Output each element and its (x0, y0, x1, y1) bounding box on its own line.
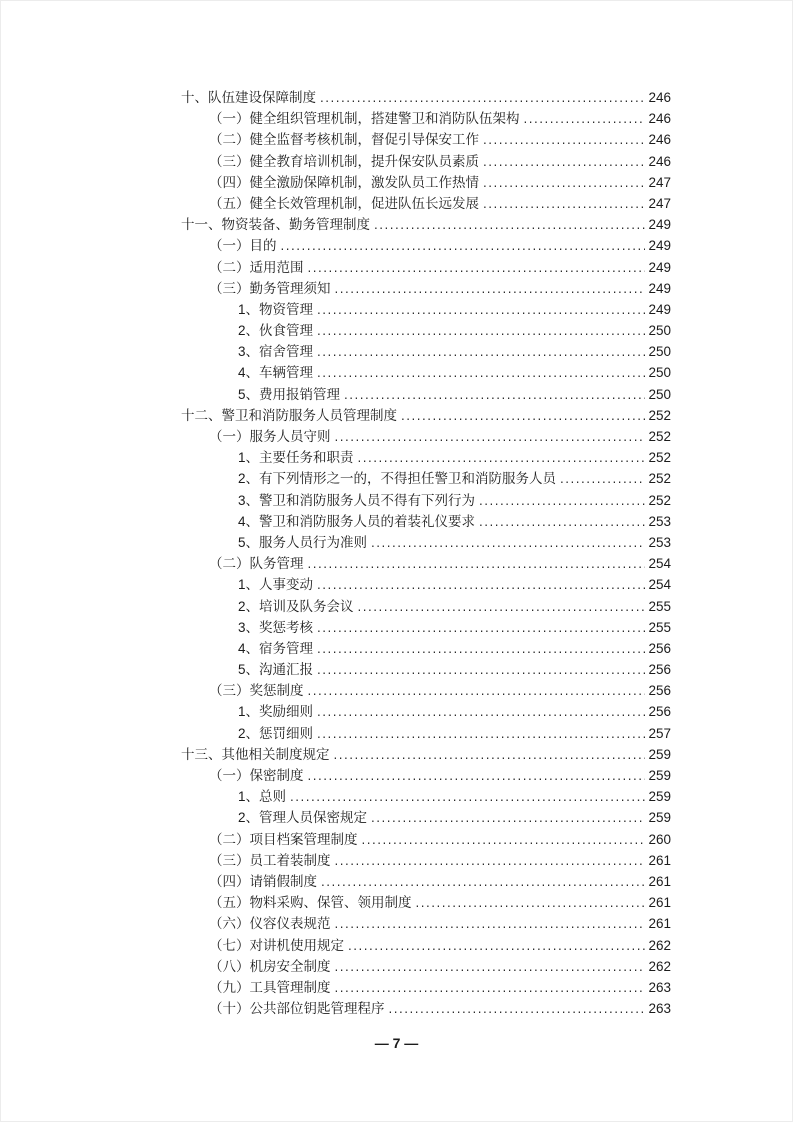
toc-entry-label: （三）员工着装制度 (209, 852, 331, 868)
dot-leader (358, 596, 646, 617)
dot-leader (317, 574, 645, 595)
dot-leader (335, 850, 646, 871)
dot-leader (308, 765, 646, 786)
toc-entry-page: 246 (648, 153, 671, 169)
toc-entry (181, 596, 671, 617)
dot-leader (335, 278, 646, 299)
dot-leader (317, 299, 645, 320)
toc-entry-label: 2、惩罚细则 (238, 725, 314, 741)
toc-entry-label: 1、物资管理 (238, 301, 314, 317)
toc-entry-label: （一）保密制度 (209, 768, 304, 783)
toc-entry-page: 259 (648, 768, 671, 783)
toc-entry-label: （十）公共部位钥匙管理程序 (209, 1001, 385, 1017)
toc-entry-page: 259 (648, 789, 671, 805)
toc-entry (181, 871, 671, 892)
toc-entry-page: 259 (648, 746, 671, 762)
toc-entry (181, 913, 671, 934)
dot-leader (479, 490, 645, 511)
toc-entry-label: 1、奖励细则 (238, 704, 314, 720)
toc-entry-label: 4、宿务管理 (238, 640, 314, 656)
toc-entry-label: 3、警卫和消防服务人员不得有下列行为 (238, 492, 476, 508)
dot-leader (344, 384, 645, 405)
toc-entry-page: 249 (648, 301, 671, 317)
toc-entry-page: 256 (648, 704, 671, 720)
toc-entry-page: 252 (648, 407, 671, 423)
toc-entry-label: 十三、其他相关制度规定 (181, 746, 330, 762)
dot-leader (317, 341, 645, 362)
toc-entry-label: （五）物料采购、保管、领用制度 (209, 895, 412, 911)
toc-entry (181, 659, 671, 680)
toc-entry-page: 246 (648, 111, 671, 127)
dot-leader (358, 447, 646, 468)
toc-entry-page: 249 (648, 280, 671, 296)
toc-entry (181, 532, 671, 553)
toc (181, 87, 671, 1019)
page-number-footer: — 7 — (374, 1035, 419, 1051)
toc-entry (181, 193, 671, 214)
toc-entry-label: 5、服务人员行为准则 (238, 534, 368, 550)
toc-entry-page: 250 (648, 365, 671, 381)
toc-entry (181, 617, 671, 638)
toc-entry-label: 2、培训及队务会议 (238, 598, 354, 614)
toc-entry-label: （三）奖惩制度 (209, 683, 304, 699)
toc-entry-page: 255 (648, 619, 671, 635)
dot-leader (317, 701, 645, 722)
toc-entry-page: 253 (648, 513, 671, 529)
toc-entry-label: 1、人事变动 (238, 577, 314, 593)
toc-entry-page: 252 (648, 492, 671, 508)
toc-entry (181, 214, 671, 235)
toc-entry (181, 299, 671, 320)
dot-leader (374, 214, 645, 235)
dot-leader (416, 892, 646, 913)
toc-entry (181, 892, 671, 913)
dot-leader (281, 235, 646, 256)
toc-entry-label: 3、宿舍管理 (238, 344, 314, 360)
toc-entry (181, 468, 671, 489)
toc-entry-label: （一）服务人员守则 (209, 429, 331, 444)
toc-entry-page: 261 (648, 916, 671, 932)
toc-entry-page: 249 (648, 217, 671, 233)
toc-entry (181, 765, 671, 786)
toc-entry (181, 807, 671, 828)
dot-leader (483, 129, 645, 150)
toc-entry-page: 257 (648, 725, 671, 741)
toc-entry-page: 246 (648, 132, 671, 148)
toc-entry (181, 553, 671, 574)
toc-entry (181, 744, 671, 765)
toc-entry (181, 680, 671, 701)
toc-entry-label: （三）健全教育培训机制，提升保安队员素质 (209, 153, 479, 169)
toc-entry-page: 256 (648, 683, 671, 699)
dot-leader (371, 807, 645, 828)
dot-leader (335, 913, 646, 934)
toc-entry-page: 255 (648, 598, 671, 614)
toc-entry-label: 3、奖惩考核 (238, 619, 314, 635)
dot-leader (317, 723, 645, 744)
toc-entry-label: （二）队务管理 (209, 556, 304, 572)
toc-entry-page: 262 (648, 937, 671, 953)
toc-entry-label: 十、队伍建设保障制度 (181, 90, 316, 105)
toc-entry-label: 5、沟通汇报 (238, 662, 314, 678)
toc-entry (181, 384, 671, 405)
toc-entry (181, 998, 671, 1019)
toc-entry (181, 320, 671, 341)
dot-leader (317, 638, 645, 659)
toc-entry (181, 129, 671, 150)
toc-entry (181, 235, 671, 256)
toc-entry (181, 850, 671, 871)
toc-entry-page: 252 (648, 429, 671, 444)
dot-leader (308, 553, 646, 574)
dot-leader (483, 193, 645, 214)
toc-entry-page: 246 (648, 90, 671, 105)
toc-entry-label: （四）健全激励保障机制，激发队员工作热情 (209, 174, 479, 190)
toc-entry-label: 1、总则 (238, 789, 287, 805)
dot-leader (483, 151, 645, 172)
toc-entry-page: 263 (648, 979, 671, 995)
toc-entry (181, 723, 671, 744)
toc-entry-page: 256 (648, 662, 671, 678)
toc-entry-page: 250 (648, 323, 671, 339)
toc-entry-page: 252 (648, 471, 671, 487)
dot-leader (335, 977, 646, 998)
dot-leader (334, 744, 646, 765)
toc-entry-label: 5、费用报销管理 (238, 386, 341, 402)
toc-entry-page: 261 (648, 873, 671, 889)
toc-entry-page: 260 (648, 831, 671, 847)
toc-entry-page: 259 (648, 810, 671, 826)
toc-entry-page: 249 (648, 238, 671, 254)
toc-entry-page: 261 (648, 852, 671, 868)
dot-leader (483, 172, 645, 193)
dot-leader (321, 871, 645, 892)
toc-entry (181, 362, 671, 383)
dot-leader (308, 257, 646, 278)
dot-leader (317, 320, 645, 341)
toc-entry-label: 2、伙食管理 (238, 323, 314, 339)
toc-entry (181, 935, 671, 956)
toc-entry (181, 278, 671, 299)
toc-entry-label: 2、管理人员保密规定 (238, 810, 368, 826)
toc-entry-label: （七）对讲机使用规定 (209, 937, 344, 953)
dot-leader (317, 617, 645, 638)
toc-entry-page: 254 (648, 577, 671, 593)
dot-leader (401, 405, 645, 426)
dot-leader (524, 108, 646, 129)
toc-entry (181, 638, 671, 659)
toc-entry (181, 511, 671, 532)
dot-leader (479, 511, 645, 532)
toc-entry (181, 786, 671, 807)
dot-leader (335, 426, 646, 447)
toc-entry (181, 574, 671, 595)
dot-leader (317, 362, 645, 383)
toc-entry-label: （八）机房安全制度 (209, 958, 331, 974)
toc-entry-label: 2、有下列情形之一的，不得担任警卫和消防服务人员 (238, 471, 557, 487)
toc-entry-label: （五）健全长效管理机制，促进队伍长远发展 (209, 195, 479, 211)
toc-entry-page: 247 (648, 195, 671, 211)
toc-entry (181, 426, 671, 447)
toc-entry-page: 261 (648, 895, 671, 911)
toc-entry-page: 250 (648, 386, 671, 402)
toc-entry-page: 247 (648, 174, 671, 190)
dot-leader (308, 680, 646, 701)
toc-entry-label: 4、车辆管理 (238, 365, 314, 381)
toc-entry (181, 87, 671, 108)
dot-leader (290, 786, 645, 807)
toc-entry (181, 447, 671, 468)
toc-entry-label: （四）请销假制度 (209, 873, 317, 889)
dot-leader (389, 998, 646, 1019)
toc-entry-label: （三）勤务管理须知 (209, 280, 331, 296)
dot-leader (317, 659, 645, 680)
toc-entry (181, 108, 671, 129)
toc-entry (181, 405, 671, 426)
dot-leader (320, 87, 645, 108)
toc-entry-page: 250 (648, 344, 671, 360)
toc-entry-page: 263 (648, 1001, 671, 1017)
toc-entry-page: 253 (648, 534, 671, 550)
toc-entry-page: 252 (648, 450, 671, 466)
toc-entry (181, 257, 671, 278)
toc-entry-label: （二）适用范围 (209, 259, 304, 275)
toc-entry (181, 151, 671, 172)
toc-entry-page: 262 (648, 958, 671, 974)
toc-entry (181, 172, 671, 193)
dot-leader (371, 532, 645, 553)
dot-leader (362, 829, 646, 850)
toc-entry (181, 829, 671, 850)
toc-entry-page: 249 (648, 259, 671, 275)
toc-entry-page: 254 (648, 556, 671, 572)
toc-entry (181, 977, 671, 998)
toc-entry-label: 十二、警卫和消防服务人员管理制度 (181, 407, 397, 423)
toc-entry-label: 1、主要任务和职责 (238, 450, 354, 466)
toc-entry-label: 十一、物资装备、勤务管理制度 (181, 217, 370, 233)
toc-entry-label: （一）健全组织管理机制，搭建警卫和消防队伍架构 (209, 111, 520, 127)
toc-entry (181, 490, 671, 511)
toc-entry (181, 341, 671, 362)
dot-leader (335, 956, 646, 977)
dot-leader (560, 468, 645, 489)
toc-entry-label: （九）工具管理制度 (209, 979, 331, 995)
toc-entry-label: 4、警卫和消防服务人员的着装礼仪要求 (238, 513, 476, 529)
dot-leader (348, 935, 645, 956)
toc-entry (181, 956, 671, 977)
toc-entry-label: （二）健全监督考核机制，督促引导保安工作 (209, 132, 479, 148)
toc-entry-label: （二）项目档案管理制度 (209, 831, 358, 847)
toc-entry-label: （一）目的 (209, 238, 277, 254)
toc-entry-page: 256 (648, 640, 671, 656)
toc-entry-label: （六）仪容仪表规范 (209, 916, 331, 932)
toc-entry (181, 701, 671, 722)
